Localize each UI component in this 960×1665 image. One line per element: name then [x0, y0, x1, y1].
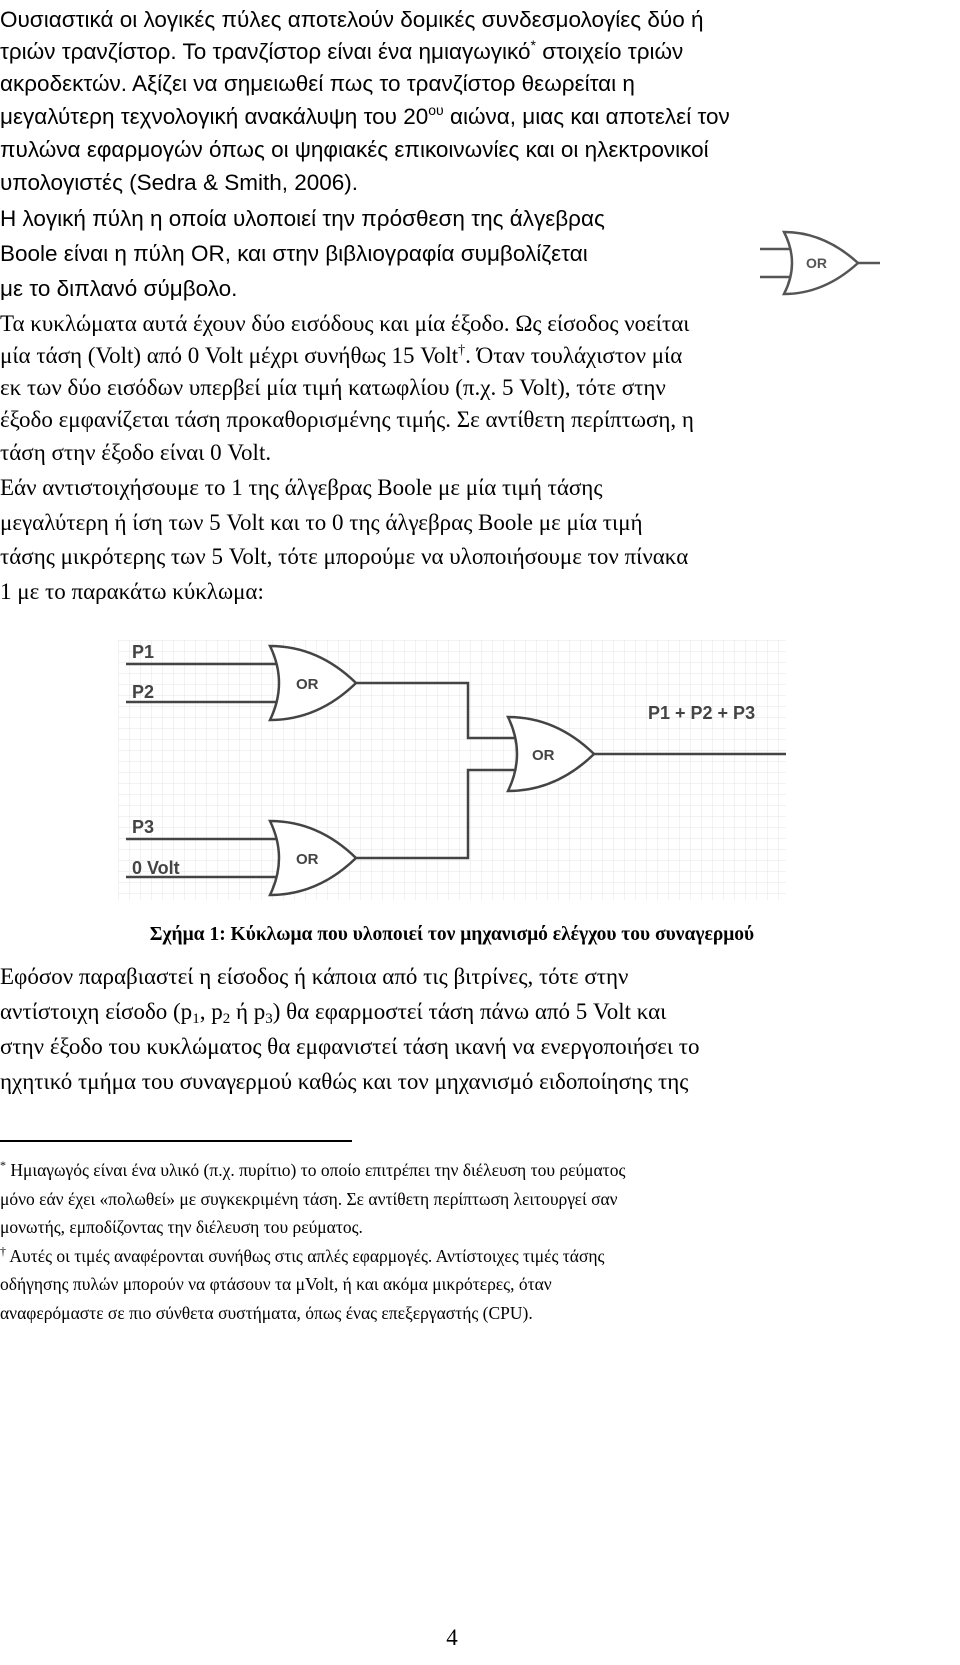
input-label-p2: P2 — [132, 682, 155, 702]
output-label: P1 + P2 + P3 — [648, 703, 756, 723]
circuit-diagram — [118, 640, 786, 900]
text-span: . Όταν τουλάχιστον μία — [465, 343, 683, 368]
paragraph-3-line-5: τάση στην έξοδο είναι 0 Volt. — [0, 440, 272, 465]
text-span: αιώνα, μιας και αποτελεί τον — [443, 104, 730, 129]
footnote-1-line-3: μονωτής, εμποδίζοντας την διέλευση του ρεύματος. — [0, 1217, 363, 1237]
paragraph-1-line-2 — [0, 36, 904, 68]
grid-background — [118, 640, 786, 900]
paragraph-4-line-3: τάσης μικρότερης των 5 Volt, τότε μπορούμε να υλοποιήσουμε τον πίνακα — [0, 544, 689, 569]
paragraph-5-line-3: στην έξοδο του κυκλώματος θα εμφανιστεί τάση ικανή να ενεργοποιήσει το — [0, 1034, 700, 1059]
subscript: 3 — [265, 1011, 273, 1027]
footnote-separator — [0, 1140, 352, 1142]
text-span: Ημιαγωγός είναι ένα υλικό (π.χ. πυρίτιο) το οποίο επιτρέπει την διέλευση του ρεύματος — [6, 1160, 626, 1180]
footnote-marker: * — [530, 37, 536, 53]
footnote-2-line-1 — [0, 1242, 904, 1270]
footnote-marker: † — [0, 1244, 6, 1258]
superscript: ου — [428, 102, 444, 118]
input-label-p1: P1 — [132, 642, 155, 662]
footnote-marker: * — [0, 1158, 6, 1172]
paragraph-3-line-3: εκ των δύο εισόδων υπερβεί μία τιμή κατωφλίου (π.χ. 5 Volt), τότε στην — [0, 375, 666, 400]
text-span: τριών τρανζίστορ. Το τρανζίστορ είναι ένα ημιαγωγικό — [0, 39, 531, 64]
text-span: Αυτές οι τιμές αναφέρονται συνήθως στις απλές εφαρμογές. Αντίστοιχες τιμές τάσης — [6, 1246, 605, 1266]
footnote-marker: † — [458, 343, 466, 358]
paragraph-5-line-4: ηχητικό τμήμα του συναγερμού καθώς και τον μηχανισμό ειδοποίησης της — [0, 1069, 689, 1094]
paragraph-5-line-2 — [0, 996, 904, 1028]
or-gate-2-label: OR — [296, 851, 319, 868]
paragraph-3-line-2 — [0, 340, 904, 372]
footnote-1-line-1 — [0, 1156, 904, 1184]
footnote-2-line-3: αναφερόμαστε σε πιο σύνθετα συστήματα, όπως ένας επεξεργαστής (CPU). — [0, 1303, 533, 1323]
paragraph-1-line-3: ακροδεκτών. Αξίζει να σημειωθεί πως το τρανζίστορ θεωρείται η — [0, 71, 635, 96]
paragraph-3-line-4: έξοδο εμφανίζεται τάση προκαθορισμένης τιμής. Σε αντίθετη περίπτωση, η — [0, 407, 694, 432]
or-gate-1-label: OR — [296, 676, 319, 693]
paragraph-3-line-1: Τα κυκλώματα αυτά έχουν δύο εισόδους και μία έξοδο. Ως είσοδος νοείται — [0, 311, 690, 336]
paragraph-2-line-3: με το διπλανό σύμβολο. — [0, 276, 238, 301]
paragraph-5-line-1: Εφόσον παραβιαστεί η είσοδος ή κάποια από τις βιτρίνες, τότε στην — [0, 964, 629, 989]
text-span: ή p — [230, 999, 266, 1024]
input-label-p3: P3 — [132, 817, 155, 837]
figure-caption: Σχήμα 1: Κύκλωμα που υλοποιεί τον μηχανισμό ελέγχου του συναγερμού — [149, 923, 755, 945]
text-span: , p — [199, 999, 223, 1024]
or-symbol-label: OR — [806, 255, 827, 271]
paragraph-4-line-2: μεγαλύτερη ή ίση των 5 Volt και το 0 της άλγεβρας Boole με μία τιμή — [0, 510, 643, 535]
page-number: 4 — [446, 1625, 458, 1650]
text-span: ) θα εφαρμοστεί τάση πάνω από 5 Volt και — [272, 999, 667, 1024]
footnote-1-line-2: μόνο εάν έχει «πολωθεί» με συγκεκριμένη τάση. Σε αντίθετη περίπτωση λειτουργεί σαν — [0, 1189, 618, 1209]
paragraph-2-line-2: Boole είναι η πύλη OR, και στην βιβλιογραφία συμβολίζεται — [0, 241, 588, 266]
text-span: μεγαλύτερη τεχνολογική ανακάλυψη του 20 — [0, 104, 429, 129]
subscript: 1 — [192, 1011, 200, 1027]
paragraph-1-line-5: πυλώνα εφαρμογών όπως οι ψηφιακές επικοινωνίες και οι ηλεκτρονικοί — [0, 137, 709, 162]
footnote-2-line-2: οδήγησης πυλών μπορούν να φτάσουν τα μVolt, ή και ακόμα μικρότερες, όταν — [0, 1274, 552, 1294]
paragraph-4-line-1: Εάν αντιστοιχήσουμε το 1 της άλγεβρας Boole με μία τιμή τάσης — [0, 475, 603, 500]
or-gate-3-label: OR — [532, 747, 555, 764]
paragraph-1-line-4 — [0, 101, 904, 133]
paragraph-1-line-6: υπολογιστές (Sedra & Smith, 2006). — [0, 170, 359, 195]
paragraph-2-line-1: Η λογική πύλη η οποία υλοποιεί την πρόσθεση της άλγεβρας — [0, 206, 605, 231]
text-span: μία τάση (Volt) από 0 Volt μέχρι συνήθως 15 Volt — [0, 343, 459, 368]
text-span: στοιχείο τριών — [535, 39, 684, 64]
subscript: 2 — [222, 1011, 231, 1027]
input-label-zero-volt: 0 Volt — [132, 858, 180, 878]
paragraph-1-line-1: Ουσιαστικά οι λογικές πύλες αποτελούν δομικές συνδεσμολογίες δύο ή — [0, 7, 704, 32]
or-gate-symbol — [760, 226, 880, 300]
text-span: αντίστοιχη είσοδο (p — [0, 999, 193, 1024]
paragraph-4-line-4: 1 με το παρακάτω κύκλωμα: — [0, 579, 264, 604]
